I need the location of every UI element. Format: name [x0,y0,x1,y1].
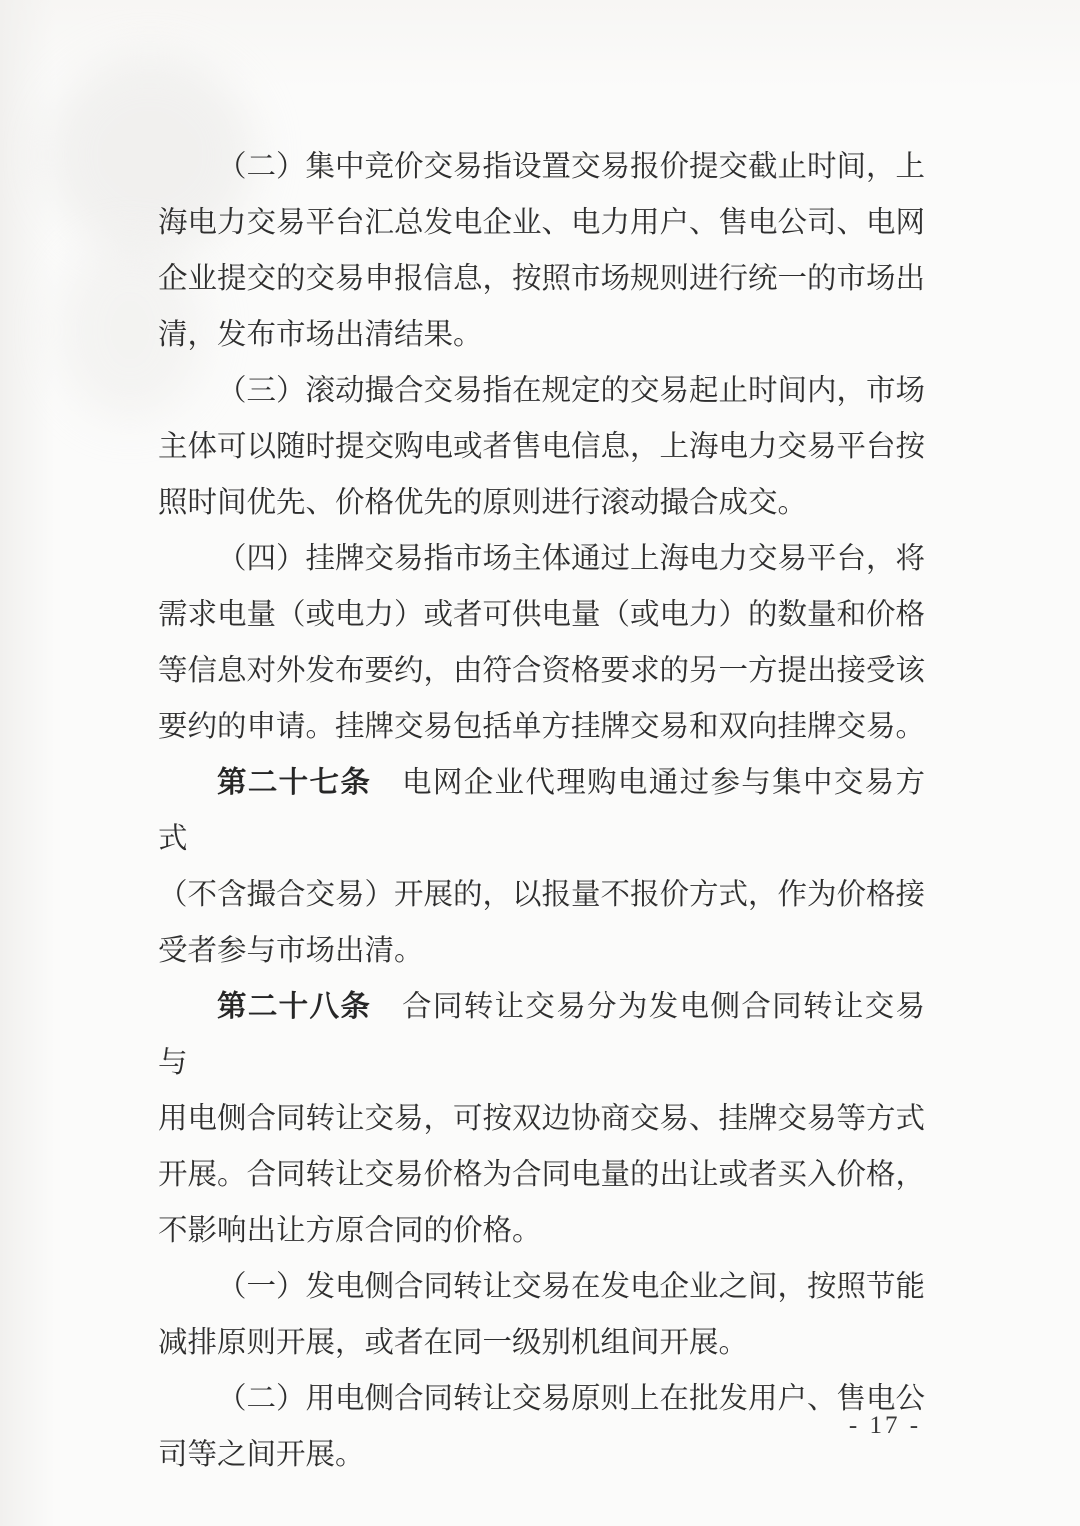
text-line: 不影响出让方原合同的价格。 [158,1215,542,1247]
page-number: - 17 - [848,1412,922,1439]
text-line: （四）挂牌交易指市场主体通过上海电力交易平台，将 [217,543,926,575]
text-line: 主体可以随时提交购电或者售电信息，上海电力交易平台按 [158,431,926,463]
article-number: 第二十八条 [217,991,372,1023]
text-line: （三）滚动撮合交易指在规定的交易起止时间内，市场 [217,375,926,407]
text-line: 减排原则开展，或者在同一级别机组间开展。 [158,1327,749,1359]
text-line: 要约的申请。挂牌交易包括单方挂牌交易和双向挂牌交易。 [158,711,926,743]
text-line: 照时间优先、价格优先的原则进行滚动撮合成交。 [158,487,808,519]
text-line: 用电侧合同转让交易，可按双边协商交易、挂牌交易等方式 [158,1103,926,1135]
text-line: （不含撮合交易）开展的，以报量不报价方式，作为价格接 [158,879,926,911]
document-body [158,139,925,1483]
text-line: 第二十八条 合同转让交易分为发电侧合同转让交易与 [158,991,925,1079]
text-line: 清，发布市场出清结果。 [158,319,483,351]
text-line: （二）集中竞价交易指设置交易报价提交截止时间，上 [217,151,926,183]
text-line: 受者参与市场出清。 [158,935,424,967]
text-line: 等信息对外发布要约，由符合资格要求的另一方提出接受该 [158,655,926,687]
text-line: 企业提交的交易申报信息，按照市场规则进行统一的市场出 [158,263,926,295]
article-number: 第二十七条 [217,767,372,799]
text-line: 开展。合同转让交易价格为合同电量的出让或者买入价格， [158,1159,926,1191]
text-line: （二）用电侧合同转让交易原则上在批发用户、售电公 [217,1383,926,1415]
text-line: （一）发电侧合同转让交易在发电企业之间，按照节能 [217,1271,926,1303]
text-line: 海电力交易平台汇总发电企业、电力用户、售电公司、电网 [158,207,926,239]
text-line: 需求电量（或电力）或者可供电量（或电力）的数量和价格 [158,599,926,631]
text-line: 司等之间开展。 [158,1439,365,1471]
text-line: 第二十七条 电网企业代理购电通过参与集中交易方式 [158,767,925,855]
